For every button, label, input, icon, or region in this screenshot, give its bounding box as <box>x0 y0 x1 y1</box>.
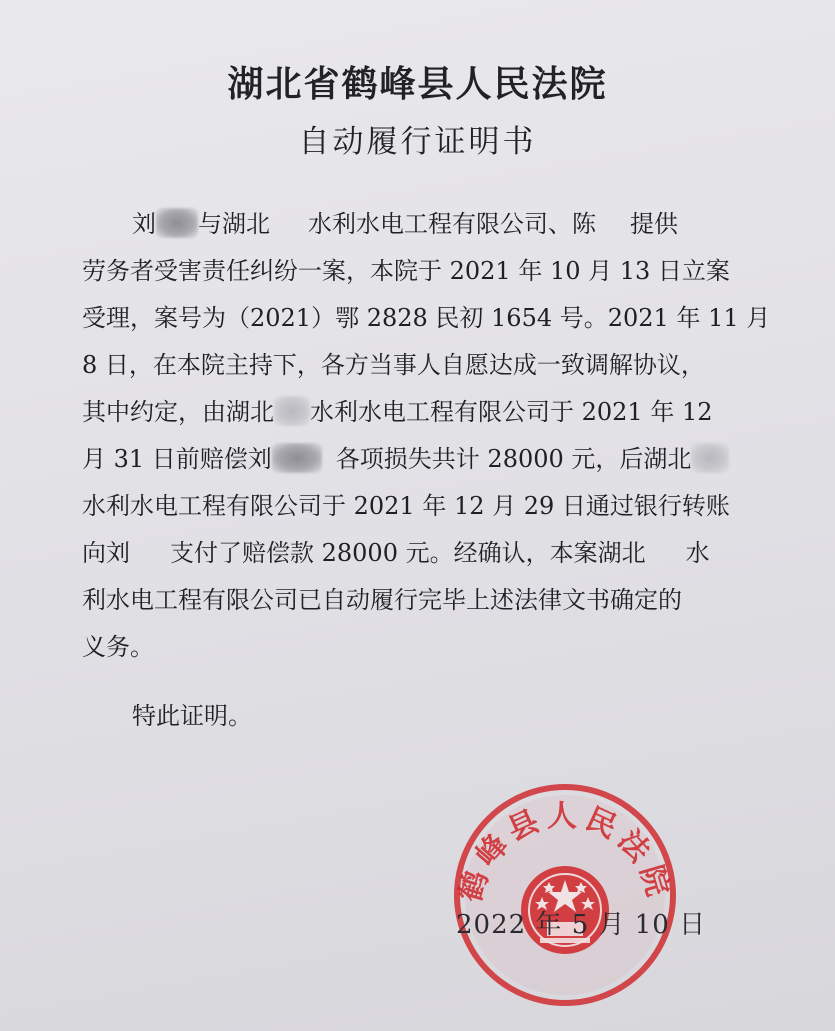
text-segment: 刘 <box>132 210 156 238</box>
redacted-name <box>272 443 322 473</box>
body-line-5 <box>82 392 713 427</box>
text-segment: 提供 <box>630 210 678 238</box>
body-line-2: 劳务者受害责任纠纷一案，本院于 2021 年 10 月 13 日立案 <box>82 257 730 285</box>
body-line-1 <box>132 204 678 239</box>
body-line-10: 义务。 <box>82 633 154 661</box>
text-segment: 各项损失共计 28000 元，后湖北 <box>335 445 692 473</box>
court-seal-stamp <box>452 782 678 1008</box>
body-line-3: 受理，案号为（2021）鄂 2828 民初 1654 号。2021 年 11 月 <box>82 304 771 332</box>
document-title: 自动履行证明书 <box>298 124 537 160</box>
text-segment: 向刘 <box>82 539 130 567</box>
body-line-8 <box>82 533 710 568</box>
issue-date: 2022 年 5 月 10 日 <box>456 910 707 940</box>
seal-text: 鹤峰县人民法院 <box>453 798 677 906</box>
body-line-6 <box>82 439 729 474</box>
text-segment: 水利水电工程有限公司于 2021 年 12 <box>310 398 713 426</box>
body-line-4: 8 日，在本院主持下，各方当事人自愿达成一致调解协议， <box>82 351 705 379</box>
redacted-name <box>156 208 198 238</box>
body-line-9: 利水电工程有限公司已自动履行完毕上述法律文书确定的 <box>82 586 682 614</box>
redacted-name <box>691 443 729 473</box>
text-segment: 月 31 日前赔偿刘 <box>82 445 272 473</box>
redacted-name <box>274 396 310 426</box>
text-segment: 其中约定，由湖北 <box>82 398 274 426</box>
text-segment: 水 <box>685 539 710 567</box>
body-line-7: 水利水电工程有限公司于 2021 年 12 月 29 日通过银行转账 <box>82 492 730 520</box>
text-segment: 与湖北 <box>198 210 270 238</box>
text-segment: 水利水电工程有限公司、陈 <box>308 210 596 238</box>
text-segment: 支付了赔偿款 28000 元。经确认，本案湖北 <box>170 539 646 567</box>
closing-statement: 特此证明。 <box>132 702 252 730</box>
court-name: 湖北省鹤峰县人民法院 <box>227 63 608 105</box>
